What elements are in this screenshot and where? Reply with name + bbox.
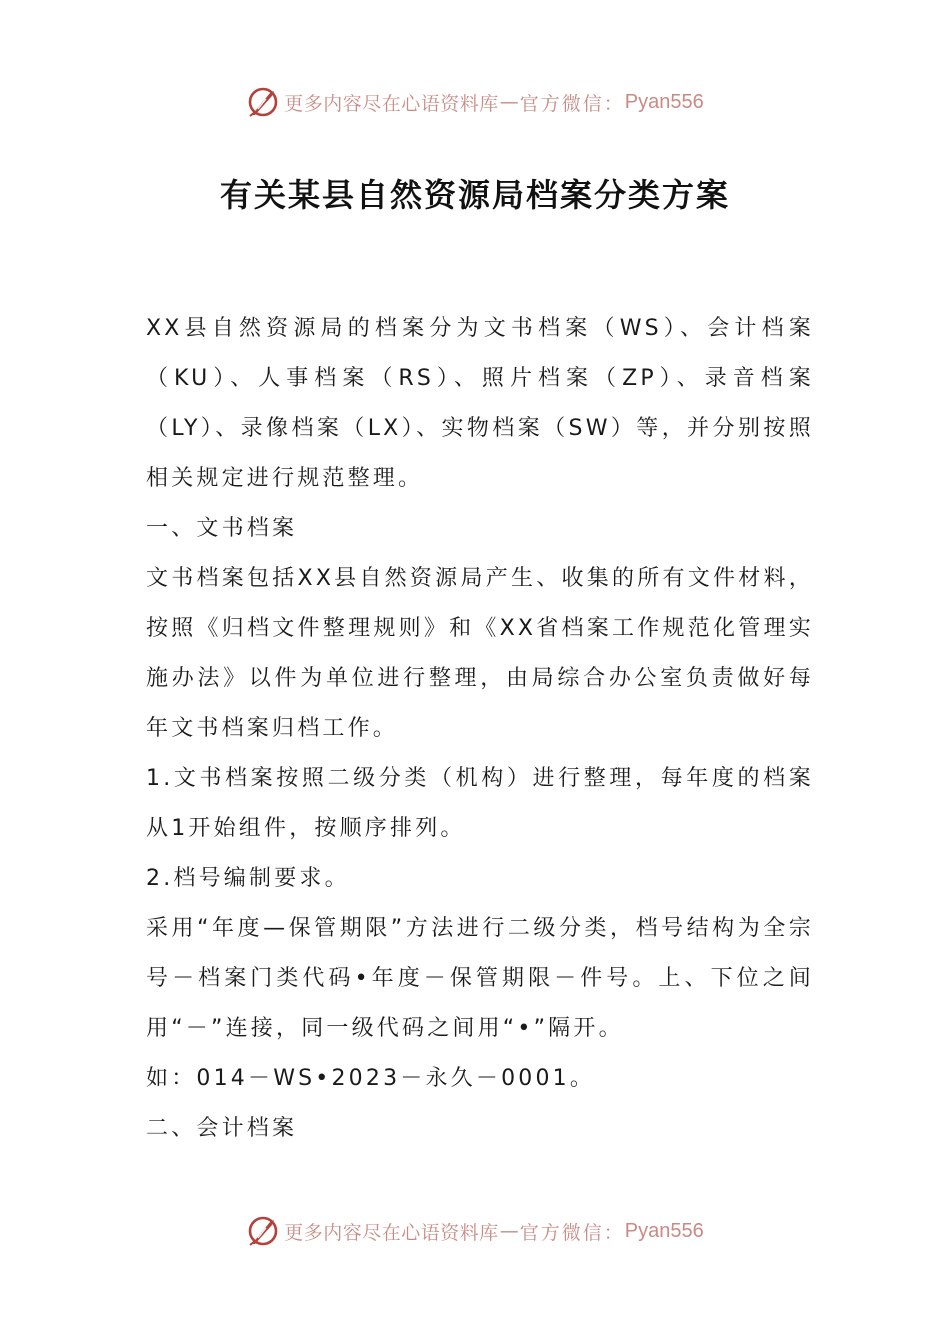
watermark-separator: —: [499, 91, 519, 113]
intro-paragraph: XX县自然资源局的档案分为文书档案（WS）、会计档案（KU）、人事档案（RS）、照片档案（ZP）、录音档案（LY）、录像档案（LX）、实物档案（SW）等，并分别按照相关规定进行规范整理。: [146, 316, 814, 491]
watermark-text: 更多内容尽在心语资料库: [284, 1221, 499, 1244]
archive-number-method-paragraph: 采用“年度—保管期限”方法进行二级分类，档号结构为全宗号－档案门类代码•年度－保管期限－件号。上、下位之间用“－”连接，同一级代码之间用“•”隔开。: [146, 916, 814, 1041]
quill-pen-logo-icon: [246, 85, 280, 119]
watermark-wechat-label: 官方微信：: [519, 92, 625, 115]
quill-pen-logo-icon: [246, 1214, 280, 1248]
archive-number-example-paragraph: 如：014－WS•2023－永久－0001。: [146, 1066, 596, 1091]
section-heading-wenshu: 一、文书档案: [146, 516, 298, 541]
watermark-wechat-id: Pyan556: [624, 90, 704, 113]
watermark-wechat-label: 官方微信：: [519, 1221, 625, 1244]
document-body: [146, 304, 814, 1154]
item-2-paragraph: 2.档号编制要求。: [146, 866, 350, 891]
document-title: 有关某县自然资源局档案分类方案: [219, 176, 730, 214]
watermark-banner-bottom: [0, 1211, 950, 1251]
wenshu-description-paragraph: 文书档案包括XX县自然资源局产生、收集的所有文件材料，按照《归档文件整理规则》和《XX省档案工作规范化管理实施办法》以件为单位进行整理，由局综合办公室负责做好每年文书档案归档工作。: [146, 566, 814, 741]
watermark-banner-top: [0, 82, 950, 122]
item-1-paragraph: 1.文书档案按照二级分类（机构）进行整理，每年度的档案从1开始组件，按顺序排列。: [146, 766, 814, 841]
watermark-separator: —: [499, 1220, 519, 1242]
watermark-text: 更多内容尽在心语资料库: [284, 92, 499, 115]
section-heading-kuaiji: 二、会计档案: [146, 1116, 298, 1141]
watermark-wechat-id: Pyan556: [624, 1219, 704, 1242]
